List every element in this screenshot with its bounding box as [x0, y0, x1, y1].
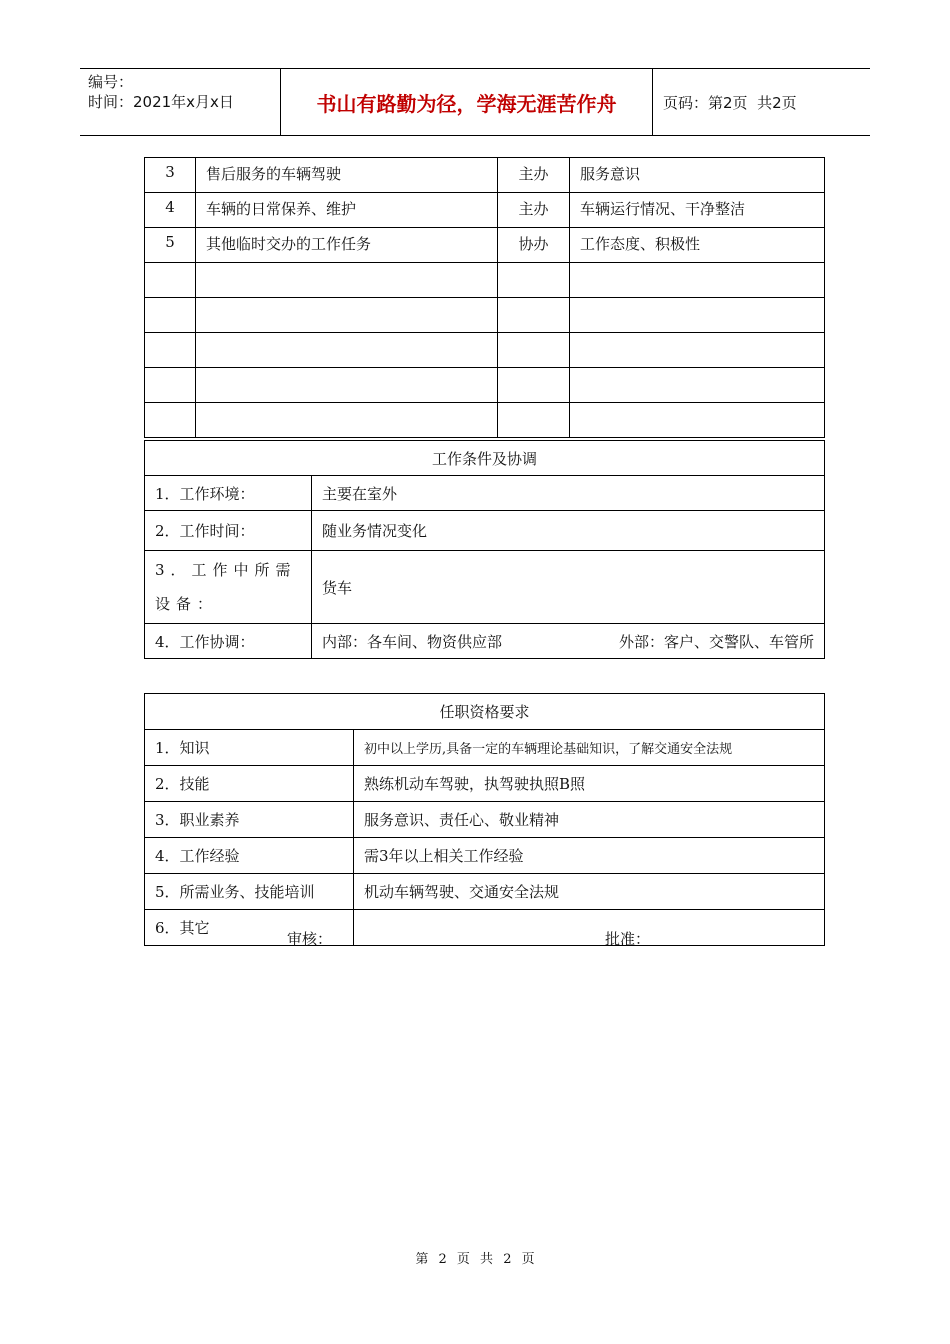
table-row — [145, 333, 825, 368]
header-page-label: 页码：第2页 共2页 — [663, 93, 797, 112]
qualifications-table — [144, 693, 825, 946]
duty-standard: 车辆运行情况、干净整洁 — [570, 193, 825, 228]
conditions-title: 工作条件及协调 — [145, 441, 825, 476]
table-row — [145, 551, 825, 624]
qualification-value — [354, 910, 825, 946]
table-row — [145, 298, 825, 333]
qualification-value: 熟练机动车驾驶，执驾驶执照B照 — [354, 766, 825, 802]
qualifications-title: 任职资格要求 — [145, 694, 825, 730]
duty-task — [196, 368, 498, 403]
qualification-value: 需3年以上相关工作经验 — [354, 838, 825, 874]
qualification-value: 服务意识、责任心、敬业精神 — [354, 802, 825, 838]
duty-number — [145, 333, 196, 368]
header-page-info — [653, 69, 870, 135]
duty-number — [145, 403, 196, 438]
condition-label: 4．工作协调： — [145, 624, 312, 659]
table-row — [145, 910, 825, 946]
qualification-value: 初中以上学历,具备一定的车辆理论基础知识，了解交通安全法规 — [354, 730, 825, 766]
condition-value — [312, 624, 825, 659]
duty-task: 车辆的日常保养、维护 — [196, 193, 498, 228]
qualification-label: 6．其它 — [145, 910, 354, 946]
document-time-label: 时间：2021年x月x日 — [88, 93, 234, 111]
condition-value: 随业务情况变化 — [312, 511, 825, 551]
table-row — [145, 624, 825, 659]
duty-task — [196, 298, 498, 333]
duty-task — [196, 333, 498, 368]
duty-number — [145, 298, 196, 333]
table-row — [145, 476, 825, 511]
duty-standard — [570, 263, 825, 298]
review-label: 审核： — [287, 930, 333, 948]
document-number-label: 编号： — [88, 73, 134, 91]
table-row — [145, 838, 825, 874]
duty-number: 3 — [145, 158, 196, 193]
condition-value: 主要在室外 — [312, 476, 825, 511]
duty-role — [498, 333, 570, 368]
duties-table — [144, 157, 825, 438]
duty-role — [498, 368, 570, 403]
qualification-value: 机动车辆驾驶、交通安全法规 — [354, 874, 825, 910]
table-row — [145, 228, 825, 263]
coordination-internal: 内部：各车间、物资供应部 — [322, 632, 503, 651]
duty-number: 4 — [145, 193, 196, 228]
qualification-label: 2．技能 — [145, 766, 354, 802]
duty-standard — [570, 298, 825, 333]
page-header — [80, 68, 870, 136]
page-footer: 第 2 页 共 2 页 — [415, 1252, 535, 1267]
duty-standard — [570, 333, 825, 368]
qualification-label: 3．职业素养 — [145, 802, 354, 838]
header-motto: 书山有路勤为径，学海无涯苦作舟 — [281, 69, 653, 135]
condition-label: 2．工作时间： — [145, 511, 312, 551]
duty-role: 主办 — [498, 158, 570, 193]
duty-task — [196, 403, 498, 438]
duty-number: 5 — [145, 228, 196, 263]
table-row — [145, 368, 825, 403]
qualification-label: 4．工作经验 — [145, 838, 354, 874]
duty-role: 主办 — [498, 193, 570, 228]
duty-standard — [570, 403, 825, 438]
header-meta — [80, 69, 281, 135]
qualification-label: 5．所需业务、技能培训 — [145, 874, 354, 910]
table-row — [145, 193, 825, 228]
table-row — [145, 766, 825, 802]
table-row — [145, 263, 825, 298]
table-row — [145, 511, 825, 551]
table-row — [145, 874, 825, 910]
approve-label: 批准： — [605, 930, 651, 948]
duty-task — [196, 263, 498, 298]
duty-task: 其他临时交办的工作任务 — [196, 228, 498, 263]
condition-value: 货车 — [312, 551, 825, 624]
coordination-external: 外部：客户、交警队、车管所 — [619, 632, 815, 651]
table-row — [145, 158, 825, 193]
table-row — [145, 403, 825, 438]
duty-role — [498, 263, 570, 298]
qualification-label: 1．知识 — [145, 730, 354, 766]
table-row — [145, 730, 825, 766]
duty-role — [498, 403, 570, 438]
duty-number — [145, 263, 196, 298]
duty-task: 售后服务的车辆驾驶 — [196, 158, 498, 193]
duty-number — [145, 368, 196, 403]
condition-label: 1．工作环境： — [145, 476, 312, 511]
table-row — [145, 441, 825, 476]
duty-standard: 工作态度、积极性 — [570, 228, 825, 263]
duty-role: 协办 — [498, 228, 570, 263]
conditions-table — [144, 440, 825, 659]
duty-standard — [570, 368, 825, 403]
table-row — [145, 694, 825, 730]
duty-role — [498, 298, 570, 333]
condition-label: 3．工作中所需设备： — [145, 551, 312, 624]
duty-standard: 服务意识 — [570, 158, 825, 193]
table-row — [145, 802, 825, 838]
